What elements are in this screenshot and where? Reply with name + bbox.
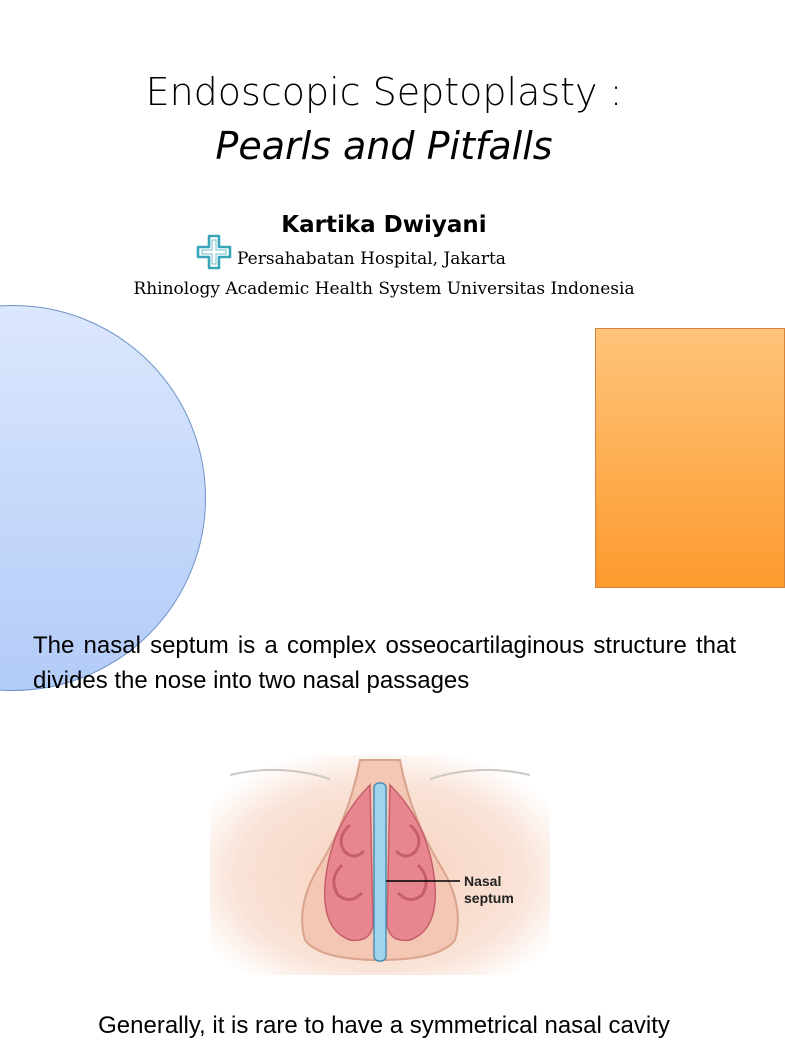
affiliation-institution: Rhinology Academic Health System Universitas Indonesia xyxy=(133,279,635,299)
author-name: Kartika Dwiyani xyxy=(281,212,487,238)
decorative-rectangle xyxy=(595,328,785,588)
slide-subtitle: Pearls and Pitfalls xyxy=(215,124,553,168)
body-paragraph-1: The nasal septum is a complex osseocartilaginous structure that divides the nose into two nasal passages xyxy=(33,632,736,694)
affiliation-hospital: Persahabatan Hospital, Jakarta xyxy=(237,249,506,269)
hospital-cross-icon xyxy=(194,232,234,272)
figure-label-septum: septum xyxy=(464,890,514,906)
body-paragraph-2: Generally, it is rare to have a symmetrical nasal cavity xyxy=(98,1012,670,1039)
nasal-septum-illustration xyxy=(210,755,550,975)
slide-title: Endoscopic Septoplasty : xyxy=(145,70,623,114)
figure-label-nasal: Nasal xyxy=(464,873,502,889)
